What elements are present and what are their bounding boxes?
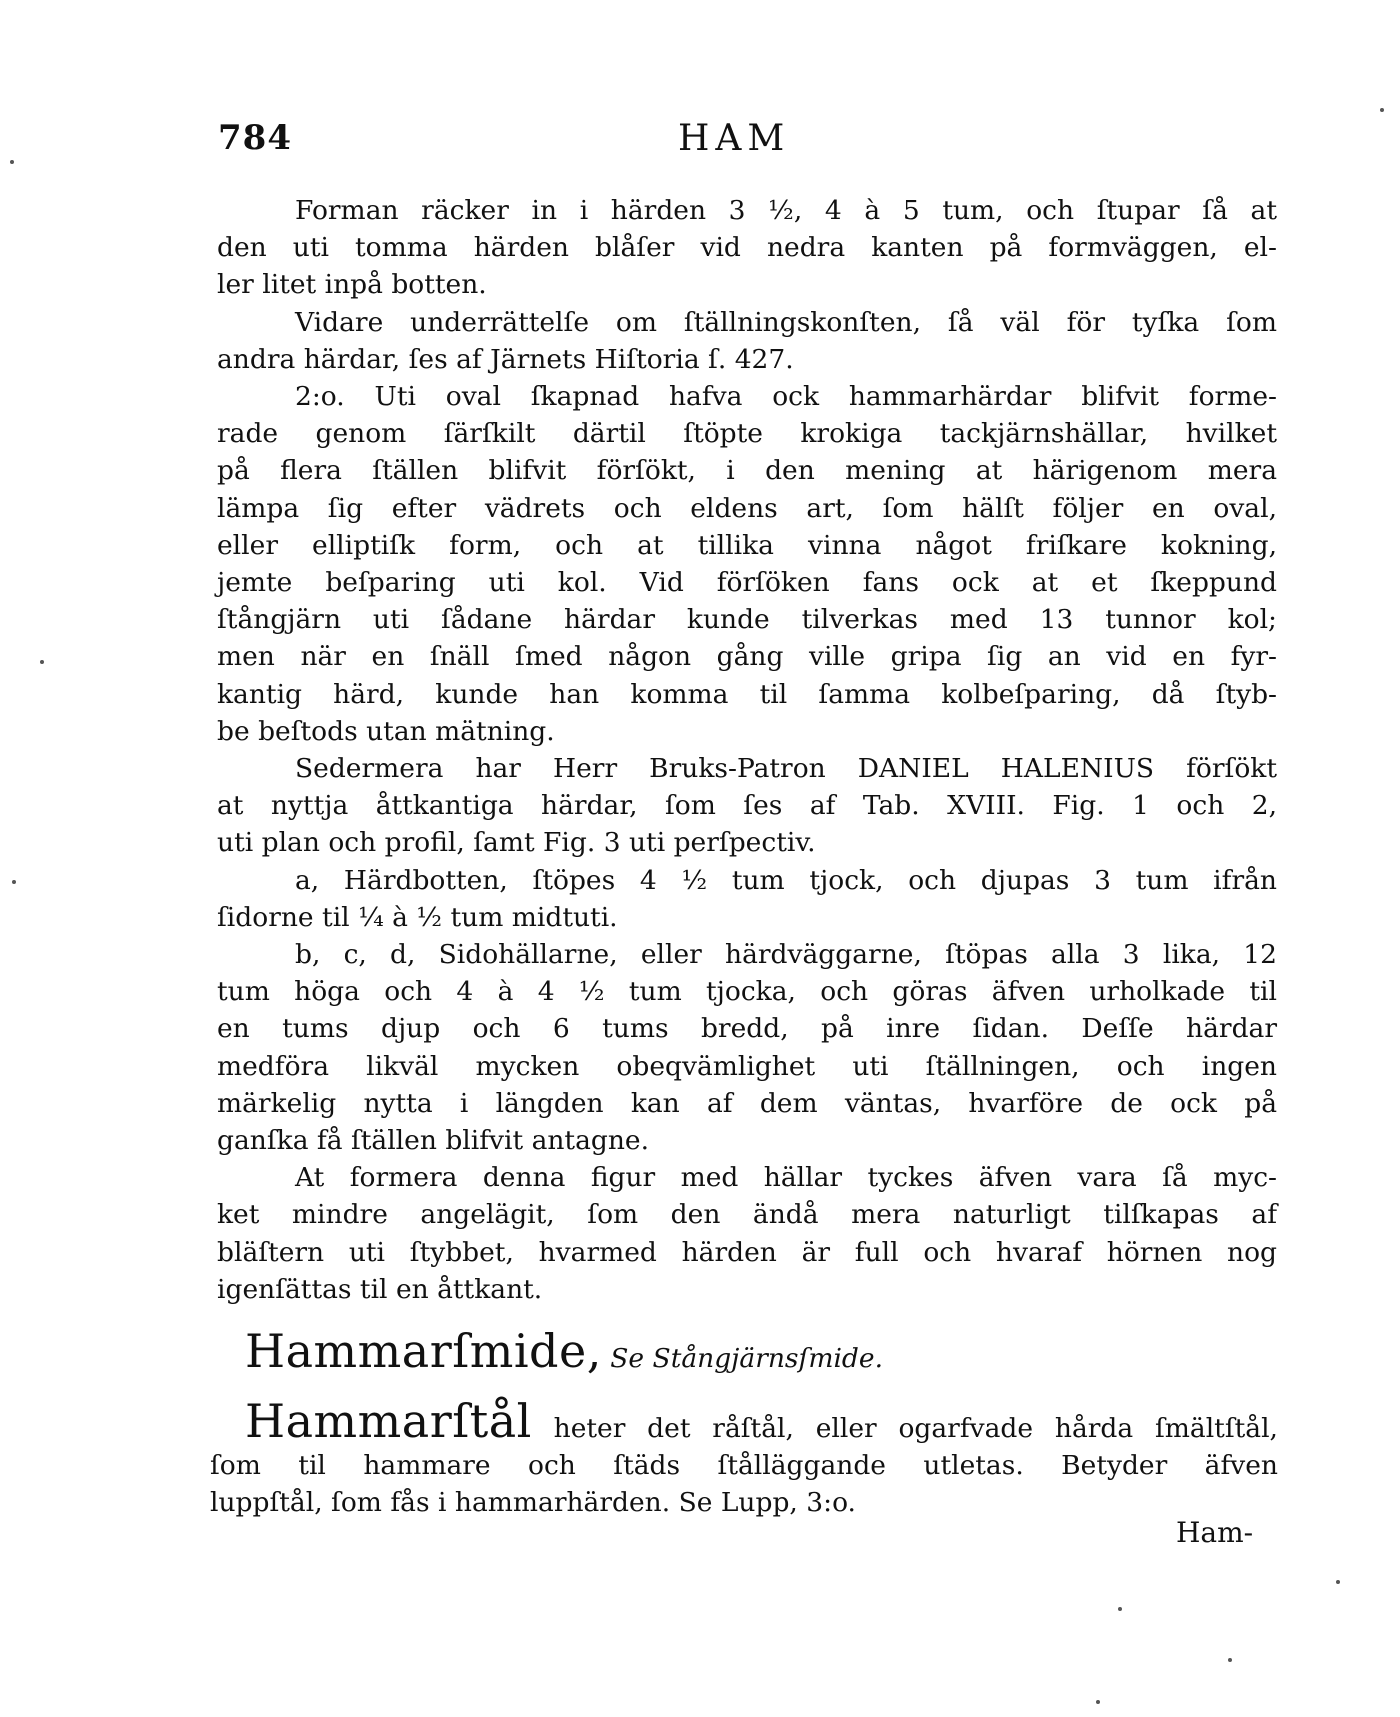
text-line: ſtångjärn uti ſådane härdar kunde tilverkas med 13 tunnor kol;	[217, 604, 1277, 636]
text-line: uti plan och profil, ſamt Fig. 3 uti perſpectiv.	[217, 827, 816, 859]
entry-text: heter det råſtål, eller ogarfvade hårda ſmältſtål,	[553, 1413, 1278, 1444]
scan-speck	[10, 160, 14, 164]
text-line: 2:o. Uti oval ſkapnad hafva ock hammarhärdar blifvit forme-	[295, 381, 1277, 413]
text-line: ler litet inpå botten.	[217, 269, 487, 301]
text-line: ganſka få ſtällen blifvit antagne.	[217, 1125, 650, 1157]
text-line: at nyttja åttkantiga härdar, ſom ſes af Tab. XVIII. Fig. 1 och 2,	[217, 790, 1277, 822]
scan-speck	[1336, 1580, 1340, 1584]
scan-speck	[1380, 108, 1384, 112]
dictionary-entry	[245, 1324, 1277, 1378]
page-header	[218, 118, 1270, 168]
text-line: kantig härd, kunde han komma til ſamma kolbeſparing, då ſtyb-	[217, 678, 1277, 710]
text-line: den uti tomma härden blåſer vid nedra kanten på formväggen, el-	[217, 232, 1277, 264]
text-line: luppſtål, ſom fås i hammarhärden. Se Lupp, 3:o.	[210, 1487, 856, 1519]
text-line: At formera denna figur med hällar tyckes äfven vara ſå myc-	[295, 1162, 1277, 1194]
text-line: på flera ſtällen blifvit förſökt, i den mening at härigenom mera	[217, 455, 1277, 487]
text-line: ſom til hammare och ſtäds ſtålläggande utletas. Betyder äfven	[210, 1450, 1278, 1482]
text-line: medföra likväl mycken obeqvämlighet uti ſtällningen, och ingen	[217, 1050, 1277, 1082]
running-head: HAM	[678, 118, 791, 159]
text-line: b, c, d, Sidohällarne, eller härdväggarne, ſtöpas alla 3 lika, 12	[295, 939, 1277, 971]
text-line: ſidorne til ¼ à ½ tum midtuti.	[217, 901, 618, 933]
text-line: be beſtods utan mätning.	[217, 715, 555, 747]
text-line: igenſättas til en åttkant.	[217, 1273, 543, 1305]
cross-reference: Se Stångjärnsſmide.	[610, 1343, 884, 1374]
text-line: bläſtern uti ſtybbet, hvarmed härden är full och hvaraf hörnen nog	[217, 1236, 1277, 1268]
entry-headword: Hammarſmide,	[245, 1324, 602, 1378]
text-line: men när en ſnäll ſmed någon gång ville gripa ſig an vid en fyr-	[217, 641, 1277, 673]
text-line: eller elliptiſk form, och at tillika vinna något friſkare kokning,	[217, 529, 1277, 561]
text-line: jemte beſparing uti kol. Vid förſöken fans ock at et ſkeppund	[217, 567, 1277, 599]
text-line: a, Härdbotten, ſtöpes 4 ½ tum tjock, och djupas 3 tum ifrån	[295, 864, 1277, 896]
scan-speck	[1118, 1607, 1122, 1611]
body-text	[217, 192, 1277, 1308]
page-number: 784	[218, 118, 292, 158]
text-line: tum höga och 4 à 4 ½ tum tjocka, och göras äfven urholkade til	[217, 976, 1277, 1008]
text-line: Forman räcker in i härden 3 ½, 4 à 5 tum, och ſtupar ſå at	[295, 195, 1277, 226]
text-line: Vidare underrättelſe om ſtällningskonſten, ſå väl för tyſka ſom	[295, 306, 1277, 338]
text-line: lämpa ſig efter vädrets och eldens art, ſom hälſt följer en oval,	[217, 492, 1277, 524]
scan-speck	[1096, 1700, 1100, 1704]
entry-headword: Hammarſtål	[245, 1394, 532, 1448]
scan-speck	[12, 880, 16, 884]
scan-speck	[1228, 1658, 1232, 1662]
text-line: andra härdar, ſes af Järnets Hiſtoria ſ. 427.	[217, 343, 794, 375]
text-line: en tums djup och 6 tums bredd, på inre ſidan. Deſſe härdar	[217, 1013, 1277, 1045]
text-line: rade genom ſärſkilt därtil ſtöpte krokiga tackjärnshällar, hvilket	[217, 418, 1277, 450]
entry-first-line	[210, 1394, 1278, 1448]
text-line: märkelig nytta i längden kan af dem väntas, hvarföre de ock på	[217, 1087, 1277, 1119]
scan-speck	[40, 660, 44, 664]
catchword: Ham-	[1176, 1516, 1254, 1549]
text-line: Sedermera har Herr Bruks-Patron DANIEL HALENIUS förſökt	[295, 753, 1277, 785]
entry-body	[210, 1394, 1278, 1522]
text-line: ket mindre angelägit, ſom den ändå mera naturligt tilſkapas af	[217, 1199, 1277, 1231]
